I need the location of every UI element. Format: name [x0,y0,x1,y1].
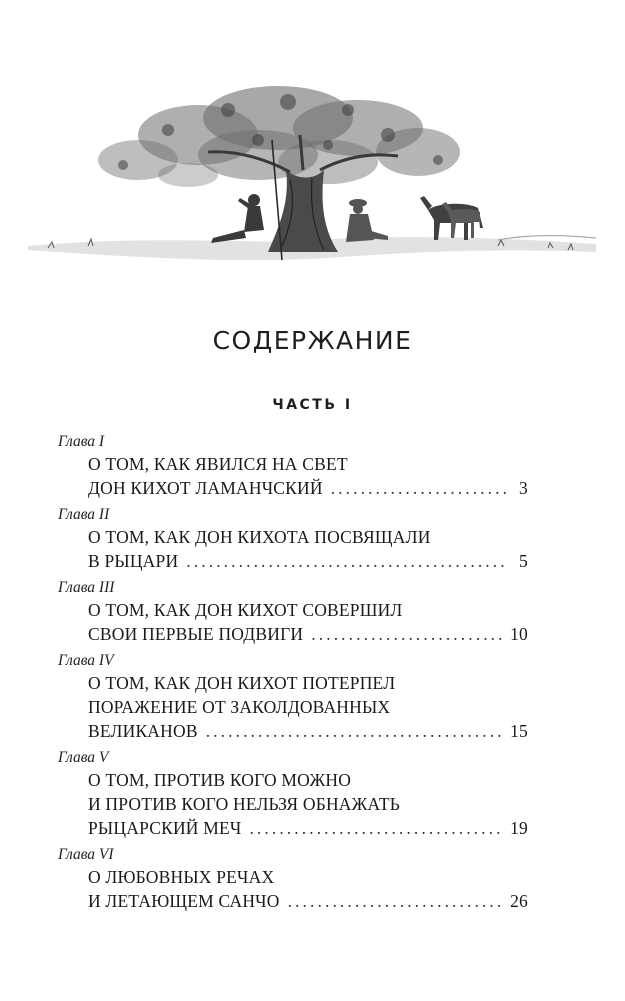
dot-leader [206,719,502,743]
toc-entry[interactable] [58,505,528,573]
chapter-title-line: ДОН КИХОТ ЛАМАНЧСКИЙ [88,478,323,498]
toc-entry[interactable] [58,748,528,840]
toc-entry[interactable] [58,845,528,913]
dot-leader [186,549,506,573]
page-number[interactable]: 3 [519,478,528,498]
chapter-title-line: О ТОМ, КАК ДОН КИХОТА ПОСВЯЩАЛИ [88,527,431,547]
chapter-title-last-line [58,622,528,646]
chapter-title-line: РЫЦАРСКИЙ МЕЧ [88,818,242,838]
page-number[interactable]: 15 [510,721,528,741]
chapter-title-last-line [58,476,528,500]
dot-leader [331,476,506,500]
chapter-number: Глава II [58,506,110,523]
chapter-title-line: ВЕЛИКАНОВ [88,721,198,741]
chapter-title-line: О ТОМ, КАК ДОН КИХОТ ПОТЕРПЕЛ [88,673,396,693]
toc-entry[interactable] [58,578,528,646]
page-number[interactable]: 5 [519,551,528,571]
part-title: ЧАСТЬ I [272,397,353,413]
page-number[interactable]: 26 [510,891,528,911]
chapter-title-line: В РЫЦАРИ [88,551,179,571]
page-number[interactable]: 19 [510,818,528,838]
chapter-title-line: О ТОМ, ПРОТИВ КОГО МОЖНО [88,770,352,790]
squire-figure [346,199,388,242]
tree-crown [98,86,460,187]
chapter-number: Глава I [58,433,105,450]
chapter-title-line: СВОИ ПЕРВЫЕ ПОДВИГИ [88,624,304,644]
chapter-title-last-line [58,889,528,913]
chapter-number: Глава V [58,749,109,766]
chapter-title-line: О ЛЮБОВНЫХ РЕЧАХ [88,867,275,887]
chapter-title-line: И ЛЕТАЮЩЕМ САНЧО [88,891,280,911]
dot-leader [311,622,502,646]
page-number[interactable]: 10 [510,624,528,644]
chapter-title-line: О ТОМ, КАК ДОН КИХОТ СОВЕРШИЛ [88,600,403,620]
contents-title: СОДЕРЖАНИЕ [212,326,413,355]
chapter-title-last-line [58,719,528,743]
chapter-number: Глава III [58,579,115,596]
toc-entry[interactable] [58,651,528,743]
chapter-title-line: И ПРОТИВ КОГО НЕЛЬЗЯ ОБНАЖАТЬ [88,794,400,814]
knight-figure [211,194,264,243]
table-of-contents [58,432,528,918]
chapter-title-line: О ТОМ, КАК ЯВИЛСЯ НА СВЕТ [88,454,348,474]
dot-leader [288,889,503,913]
chapter-number: Глава VI [58,846,114,863]
chapter-title-last-line [58,816,528,840]
tree-illustration [28,80,596,290]
chapter-number: Глава IV [58,652,114,669]
dot-leader [249,816,502,840]
chapter-title-line: ПОРАЖЕНИЕ ОТ ЗАКОЛДОВАННЫХ [88,697,391,717]
toc-entry[interactable] [58,432,528,500]
chapter-title-last-line [58,549,528,573]
